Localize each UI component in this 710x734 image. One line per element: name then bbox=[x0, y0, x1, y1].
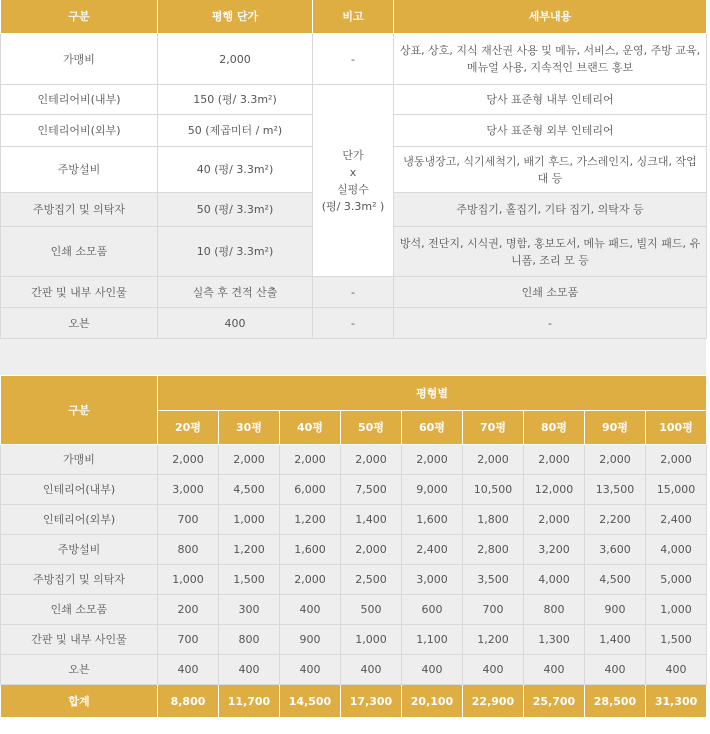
row-value: 2,000 bbox=[524, 505, 585, 535]
row-value: 2,000 bbox=[463, 445, 524, 475]
row-value: 2,000 bbox=[280, 565, 341, 595]
row-label: 인쇄 소모품 bbox=[1, 595, 158, 625]
row-value: 3,000 bbox=[158, 475, 219, 505]
row-label: 인테리어(내부) bbox=[1, 475, 158, 505]
row-value: 400 bbox=[402, 655, 463, 685]
row-value: 1,200 bbox=[463, 625, 524, 655]
row-value: 13,500 bbox=[585, 475, 646, 505]
total-value: 8,800 bbox=[158, 685, 219, 718]
row-category: 가맹비 bbox=[1, 34, 158, 85]
table-row bbox=[1, 655, 707, 685]
row-value: 15,000 bbox=[646, 475, 707, 505]
total-value: 17,300 bbox=[341, 685, 402, 718]
row-value: 1,500 bbox=[646, 625, 707, 655]
row-label: 주방집기 및 의탁자 bbox=[1, 565, 158, 595]
row-value: 400 bbox=[280, 655, 341, 685]
row-value: 1,300 bbox=[524, 625, 585, 655]
row-detail: 방석, 전단지, 시식권, 명함, 홍보도서, 메뉴 패드, 빌지 패드, 유니폼, 조리 모 등 bbox=[394, 227, 707, 277]
header-category: 구분 bbox=[1, 376, 158, 445]
row-value: 900 bbox=[585, 595, 646, 625]
size-table-body bbox=[1, 445, 707, 718]
row-category: 오븐 bbox=[1, 308, 158, 339]
header-size: 80평 bbox=[524, 411, 585, 445]
row-value: 2,200 bbox=[585, 505, 646, 535]
row-value: 1,000 bbox=[646, 595, 707, 625]
row-category: 인테리어비(내부) bbox=[1, 85, 158, 115]
row-value: 600 bbox=[402, 595, 463, 625]
row-value: 4,000 bbox=[646, 535, 707, 565]
cost-table bbox=[0, 0, 707, 339]
row-label: 주방설비 bbox=[1, 535, 158, 565]
row-value: 2,000 bbox=[341, 445, 402, 475]
row-value: 1,200 bbox=[280, 505, 341, 535]
row-value: 400 bbox=[341, 655, 402, 685]
header-size: 90평 bbox=[585, 411, 646, 445]
row-value: 9,000 bbox=[402, 475, 463, 505]
merged-note-line: 실평수 bbox=[337, 182, 369, 196]
row-value: 1,000 bbox=[341, 625, 402, 655]
cost-table-header bbox=[1, 0, 707, 34]
header-detail: 세부내용 bbox=[394, 0, 707, 34]
table-row bbox=[1, 505, 707, 535]
row-value: 1,000 bbox=[219, 505, 280, 535]
row-value: 2,800 bbox=[463, 535, 524, 565]
row-value: 2,400 bbox=[402, 535, 463, 565]
row-value: 700 bbox=[463, 595, 524, 625]
row-category: 간판 및 내부 사인물 bbox=[1, 277, 158, 308]
total-value: 28,500 bbox=[585, 685, 646, 718]
header-size: 70평 bbox=[463, 411, 524, 445]
row-unit-price: 40 (평/ 3.3m²) bbox=[158, 147, 313, 193]
merged-note-line: x bbox=[349, 165, 357, 179]
table-row bbox=[1, 277, 707, 308]
row-category: 인테리어비(외부) bbox=[1, 115, 158, 147]
row-value: 1,800 bbox=[463, 505, 524, 535]
total-value: 11,700 bbox=[219, 685, 280, 718]
total-row bbox=[1, 685, 707, 718]
header-note: 비고 bbox=[313, 0, 394, 34]
row-detail: 당사 표준형 외부 인테리어 bbox=[394, 115, 707, 147]
total-value: 22,900 bbox=[463, 685, 524, 718]
header-size: 20평 bbox=[158, 411, 219, 445]
row-value: 400 bbox=[646, 655, 707, 685]
row-value: 2,000 bbox=[524, 445, 585, 475]
row-value: 3,500 bbox=[463, 565, 524, 595]
header-by-size: 평형별 bbox=[158, 376, 707, 411]
row-value: 2,000 bbox=[158, 445, 219, 475]
row-value: 10,500 bbox=[463, 475, 524, 505]
row-unit-price: 2,000 bbox=[158, 34, 313, 85]
row-value: 2,500 bbox=[341, 565, 402, 595]
row-value: 1,200 bbox=[219, 535, 280, 565]
row-value: 2,000 bbox=[402, 445, 463, 475]
header-size: 60평 bbox=[402, 411, 463, 445]
row-value: 4,000 bbox=[524, 565, 585, 595]
row-value: 200 bbox=[158, 595, 219, 625]
row-value: 3,000 bbox=[402, 565, 463, 595]
header-size: 50평 bbox=[341, 411, 402, 445]
row-unit-price: 150 (평/ 3.3m²) bbox=[158, 85, 313, 115]
row-label: 간판 및 내부 사인물 bbox=[1, 625, 158, 655]
row-category: 주방집기 및 의탁자 bbox=[1, 193, 158, 227]
row-unit-price: 10 (평/ 3.3m²) bbox=[158, 227, 313, 277]
row-detail: - bbox=[394, 308, 707, 339]
row-unit-price: 400 bbox=[158, 308, 313, 339]
total-value: 20,100 bbox=[402, 685, 463, 718]
row-detail: 인쇄 소모품 bbox=[394, 277, 707, 308]
row-value: 1,100 bbox=[402, 625, 463, 655]
merged-note-cell bbox=[313, 85, 394, 277]
row-value: 400 bbox=[585, 655, 646, 685]
row-value: 500 bbox=[341, 595, 402, 625]
row-value: 1,400 bbox=[341, 505, 402, 535]
row-value: 900 bbox=[280, 625, 341, 655]
table-row bbox=[1, 308, 707, 339]
row-value: 400 bbox=[463, 655, 524, 685]
merged-note-line: 단가 bbox=[342, 148, 364, 162]
row-value: 2,000 bbox=[280, 445, 341, 475]
table-row bbox=[1, 85, 707, 115]
row-detail: 주방집기, 홀집기, 기타 집기, 의탁자 등 bbox=[394, 193, 707, 227]
row-value: 400 bbox=[524, 655, 585, 685]
row-label: 오븐 bbox=[1, 655, 158, 685]
row-category: 인쇄 소모품 bbox=[1, 227, 158, 277]
row-value: 4,500 bbox=[219, 475, 280, 505]
row-value: 3,600 bbox=[585, 535, 646, 565]
row-unit-price: 실측 후 견적 산출 bbox=[158, 277, 313, 308]
table-row bbox=[1, 445, 707, 475]
row-note: - bbox=[313, 308, 394, 339]
row-value: 2,000 bbox=[341, 535, 402, 565]
row-value: 800 bbox=[219, 625, 280, 655]
total-value: 25,700 bbox=[524, 685, 585, 718]
row-value: 6,000 bbox=[280, 475, 341, 505]
row-value: 800 bbox=[524, 595, 585, 625]
row-value: 2,400 bbox=[646, 505, 707, 535]
total-value: 31,300 bbox=[646, 685, 707, 718]
row-unit-price: 50 (평/ 3.3m²) bbox=[158, 193, 313, 227]
size-table-header bbox=[1, 376, 707, 411]
row-detail: 냉동냉장고, 식기세척기, 배기 후드, 가스레인지, 싱크대, 작업대 등 bbox=[394, 147, 707, 193]
row-value: 400 bbox=[219, 655, 280, 685]
row-value: 1,600 bbox=[402, 505, 463, 535]
row-label: 가맹비 bbox=[1, 445, 158, 475]
row-label: 인테리어(외부) bbox=[1, 505, 158, 535]
row-value: 3,200 bbox=[524, 535, 585, 565]
row-value: 1,400 bbox=[585, 625, 646, 655]
row-detail: 당사 표준형 내부 인테리어 bbox=[394, 85, 707, 115]
size-cost-table bbox=[0, 375, 707, 718]
header-size: 40평 bbox=[280, 411, 341, 445]
row-value: 300 bbox=[219, 595, 280, 625]
merged-note-line: (평/ 3.3m² ) bbox=[321, 199, 385, 213]
row-value: 400 bbox=[280, 595, 341, 625]
row-value: 12,000 bbox=[524, 475, 585, 505]
row-value: 700 bbox=[158, 625, 219, 655]
total-label: 합계 bbox=[1, 685, 158, 718]
row-unit-price: 50 (제곱미터 / m²) bbox=[158, 115, 313, 147]
header-category: 구분 bbox=[1, 0, 158, 34]
row-value: 7,500 bbox=[341, 475, 402, 505]
row-value: 2,000 bbox=[646, 445, 707, 475]
row-value: 1,600 bbox=[280, 535, 341, 565]
header-size: 100평 bbox=[646, 411, 707, 445]
row-value: 2,000 bbox=[585, 445, 646, 475]
table-row bbox=[1, 535, 707, 565]
total-value: 14,500 bbox=[280, 685, 341, 718]
row-value: 5,000 bbox=[646, 565, 707, 595]
row-note: - bbox=[313, 34, 394, 85]
section-spacer bbox=[0, 339, 706, 375]
row-detail: 상표, 상호, 지식 재산권 사용 및 메뉴, 서비스, 운영, 주방 교육, 메뉴얼 사용, 지속적인 브랜드 홍보 bbox=[394, 34, 707, 85]
header-size: 30평 bbox=[219, 411, 280, 445]
row-value: 1,500 bbox=[219, 565, 280, 595]
row-value: 700 bbox=[158, 505, 219, 535]
table-row bbox=[1, 565, 707, 595]
row-value: 2,000 bbox=[219, 445, 280, 475]
table-row bbox=[1, 625, 707, 655]
table-row bbox=[1, 475, 707, 505]
row-value: 800 bbox=[158, 535, 219, 565]
table-row bbox=[1, 34, 707, 85]
row-value: 400 bbox=[158, 655, 219, 685]
header-unit-price: 평행 단가 bbox=[158, 0, 313, 34]
table-row bbox=[1, 595, 707, 625]
row-category: 주방설비 bbox=[1, 147, 158, 193]
row-note: - bbox=[313, 277, 394, 308]
row-value: 1,000 bbox=[158, 565, 219, 595]
row-value: 4,500 bbox=[585, 565, 646, 595]
